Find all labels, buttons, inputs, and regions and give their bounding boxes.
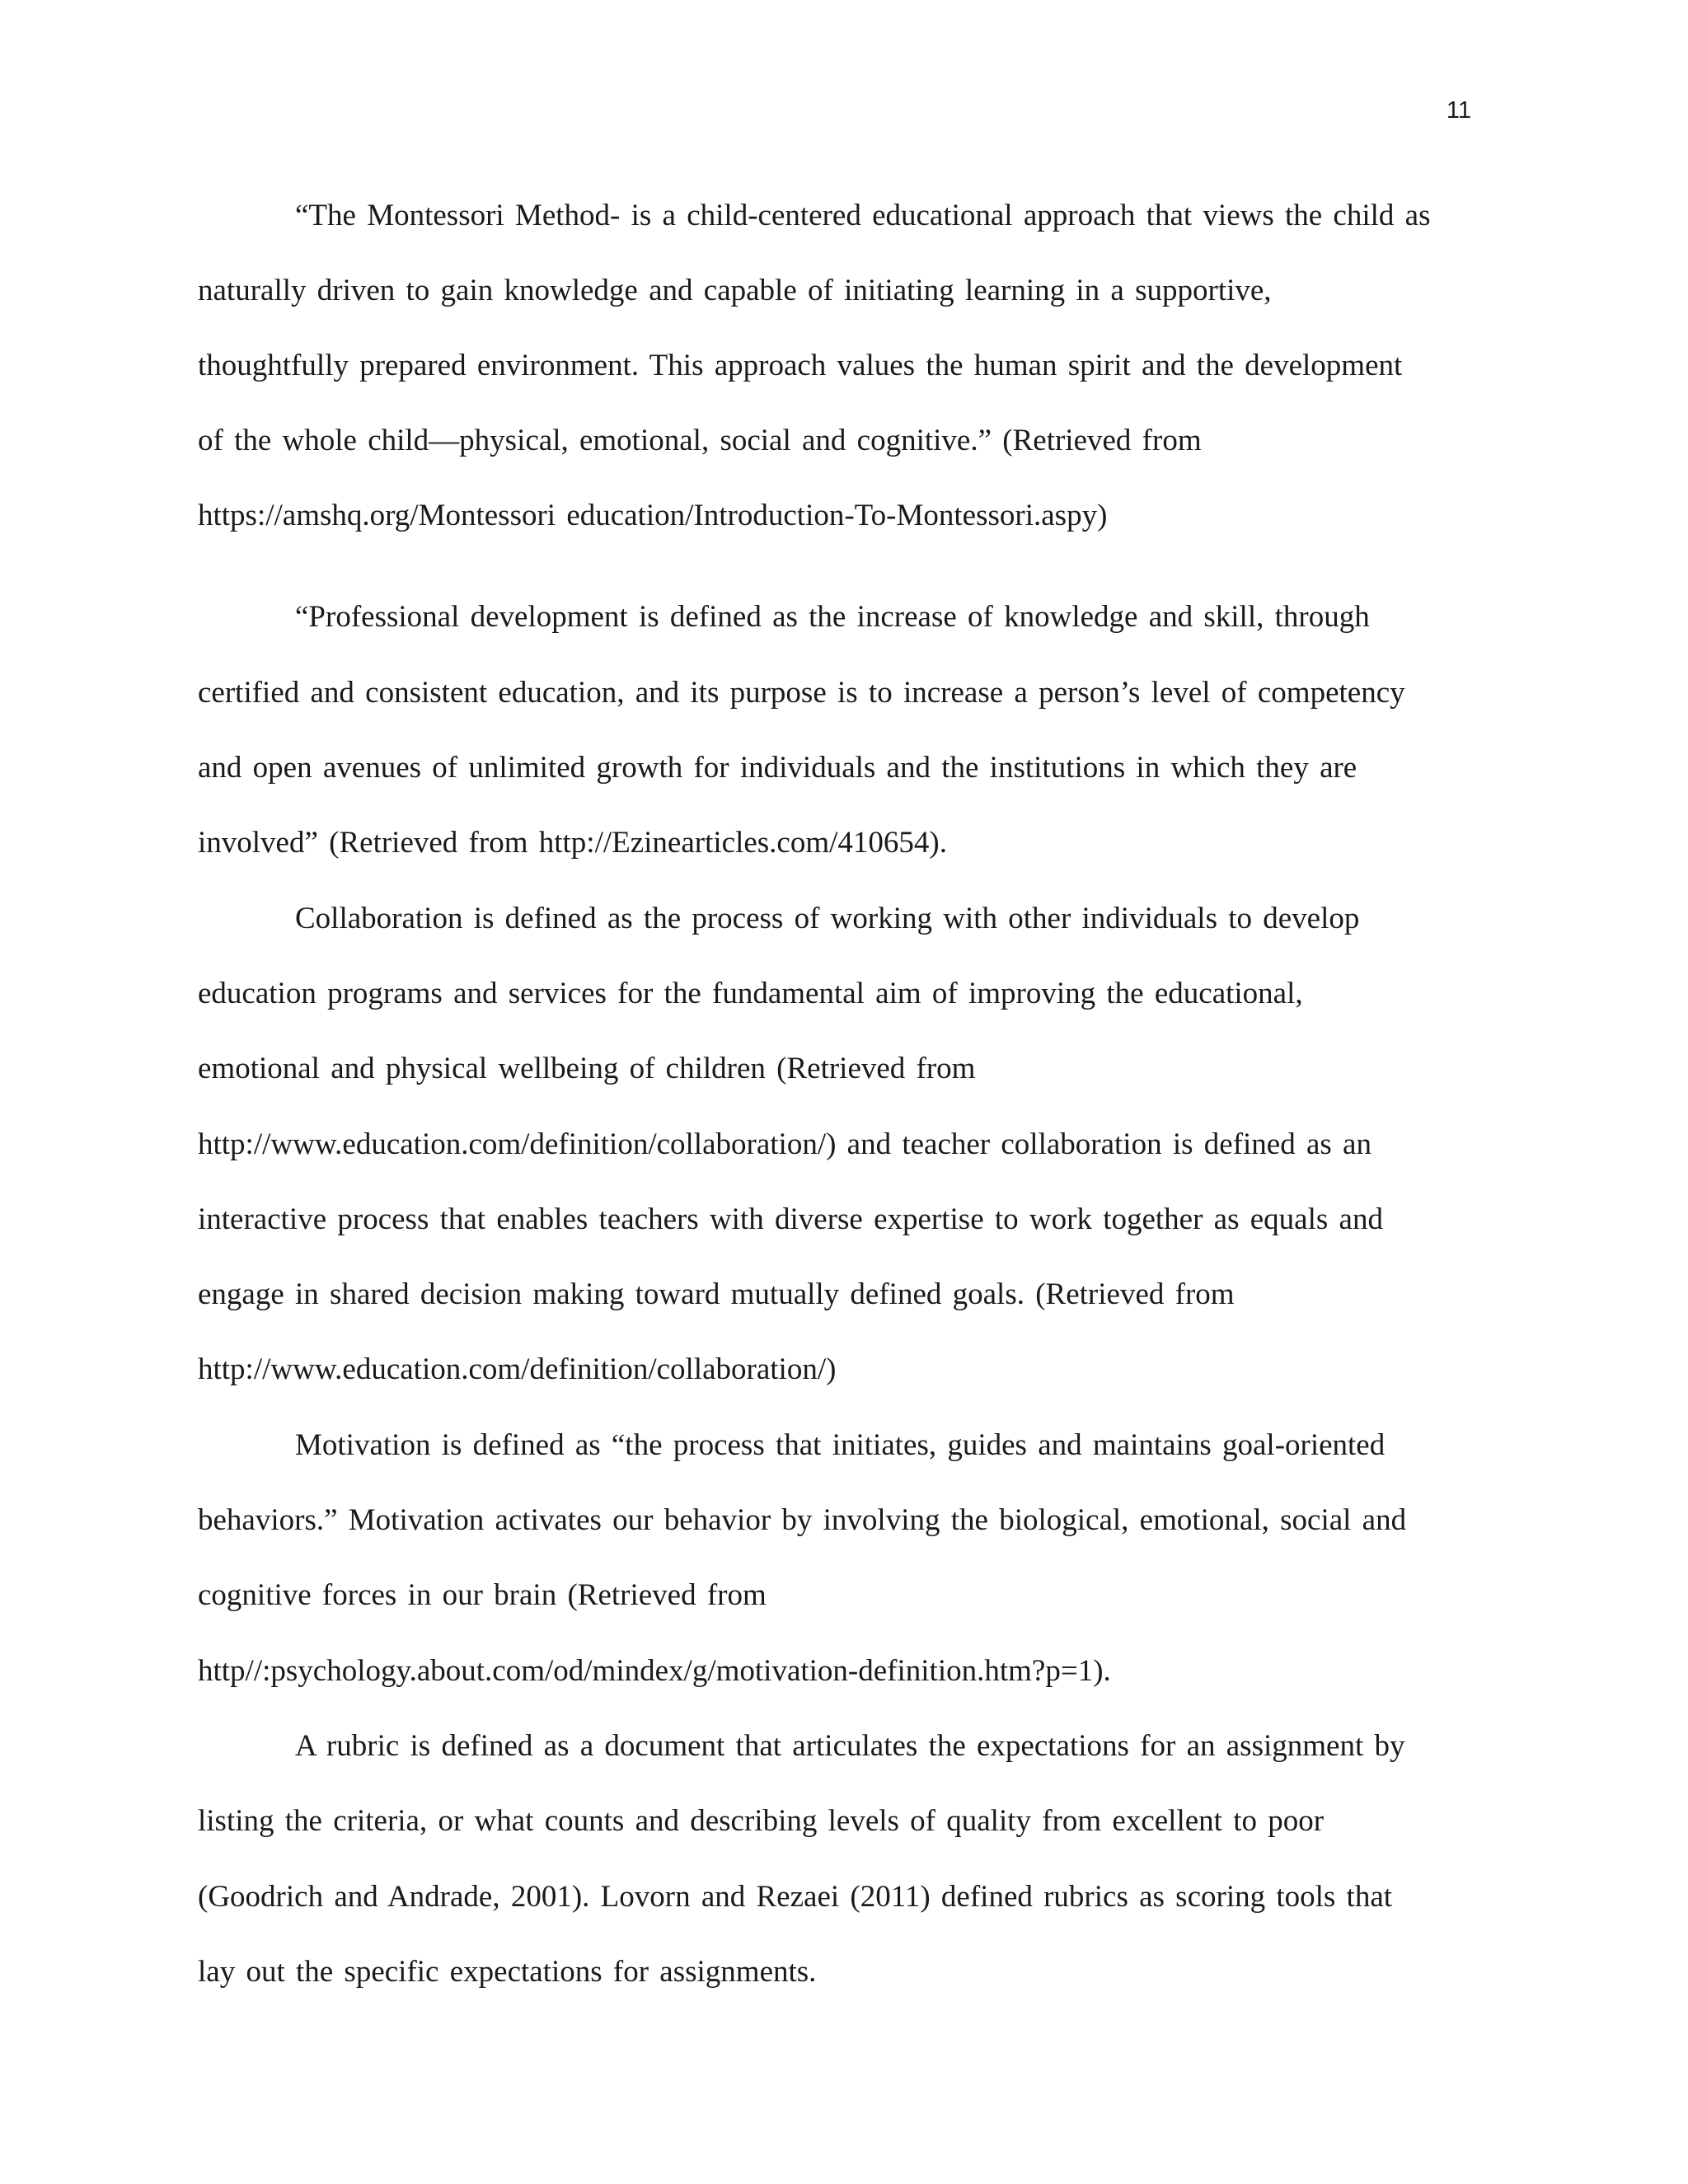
paragraph-line: certified and consistent education, and its purpose is to increase a person’s level of competency	[198, 676, 1405, 710]
paragraph-line: “Professional development is defined as the increase of knowledge and skill, through	[295, 600, 1370, 634]
paragraph-line: “The Montessori Method- is a child-centered educational approach that views the child as	[295, 199, 1431, 232]
paragraph-line: http://www.education.com/definition/collaboration/)	[198, 1352, 837, 1386]
paragraph-line: https://amshq.org/Montessori education/Introduction-To-Montessori.aspy)	[198, 499, 1108, 532]
paragraph-line: Motivation is defined as “the process that initiates, guides and maintains goal-oriented	[295, 1428, 1386, 1462]
paragraph-line: emotional and physical wellbeing of children (Retrieved from	[198, 1052, 976, 1085]
paragraph-line: listing the criteria, or what counts and describing levels of quality from excellent to poor	[198, 1804, 1325, 1838]
paragraph-line: education programs and services for the fundamental aim of improving the educational,	[198, 977, 1303, 1010]
paragraph-line: lay out the specific expectations for assignments.	[198, 1955, 817, 1989]
paragraph-line: involved” (Retrieved from http://Ezinearticles.com/410654).	[198, 826, 947, 860]
paragraph-line: http://www.education.com/definition/collaboration/) and teacher collaboration is defined as an	[198, 1127, 1372, 1161]
paragraph-line: of the whole child—physical, emotional, social and cognitive.” (Retrieved from	[198, 424, 1202, 457]
paragraph-line: naturally driven to gain knowledge and capable of initiating learning in a supportive,	[198, 274, 1272, 307]
paragraph-line: and open avenues of unlimited growth for individuals and the institutions in which they are	[198, 751, 1357, 785]
paragraph-line: http//:psychology.about.com/od/mindex/g/motivation-definition.htm?p=1).	[198, 1654, 1111, 1688]
paragraph-line: behaviors.” Motivation activates our behavior by involving the biological, emotional, social and	[198, 1503, 1407, 1537]
paragraph-line: cognitive forces in our brain (Retrieved from	[198, 1578, 767, 1612]
paragraph-line: A rubric is defined as a document that articulates the expectations for an assignment by	[295, 1729, 1405, 1763]
paragraph-line: Collaboration is defined as the process of working with other individuals to develop	[295, 902, 1360, 935]
paragraph-line: thoughtfully prepared environment. This approach values the human spirit and the development	[198, 349, 1403, 382]
paragraph-line: interactive process that enables teachers with diverse expertise to work together as equals and	[198, 1202, 1383, 1236]
page-number: 11	[1446, 97, 1471, 124]
paragraph-line: (Goodrich and Andrade, 2001). Lovorn and Rezaei (2011) defined rubrics as scoring tools that	[198, 1880, 1393, 1914]
paragraph-line: engage in shared decision making toward mutually defined goals. (Retrieved from	[198, 1277, 1235, 1311]
